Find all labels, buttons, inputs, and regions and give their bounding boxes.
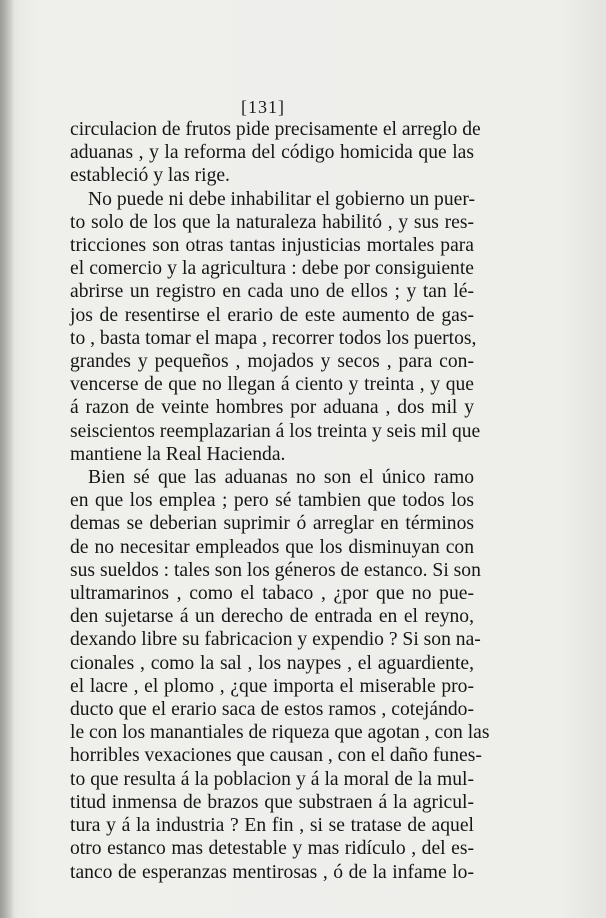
text-line: estableció y las rige.	[70, 165, 230, 187]
text-line: en que los emplea ; pero sé tambien que todos los	[70, 490, 474, 512]
text-line: sus sueldos : tales son los géneros de estanco. Si son	[70, 559, 481, 581]
text-line: dexando libre su fabricacion y expendio ? Si son na-	[70, 629, 481, 651]
text-line: to que resulta á la poblacion y á la moral de la mul-	[70, 768, 474, 790]
text-line: cionales , como la sal , los naypes , el aguardiente,	[70, 652, 474, 674]
text-line: tricciones son otras tantas injusticias mortales para	[70, 235, 474, 257]
text-line: to , basta tomar el mapa , recorrer todos los puertos,	[70, 327, 477, 349]
text-line: Bien sé que las aduanas no son el único ramo	[88, 467, 474, 489]
text-line: vencerse de que no llegan á ciento y treinta , y que	[70, 374, 474, 396]
text-line: grandes y pequeños , mojados y secos , para con-	[70, 351, 474, 373]
binding-shadow	[0, 0, 14, 918]
body-text	[70, 118, 490, 884]
text-line: abrirse un registro en cada uno de ellos ; y tan lé-	[70, 281, 474, 303]
text-line: el lacre , el plomo , ¿que importa el miserable pro-	[70, 675, 474, 697]
text-line: aduanas , y la reforma del código homicida que las	[70, 142, 474, 164]
text-line: tanco de esperanzas mentirosas , ó de la infame lo-	[70, 861, 474, 883]
text-line: to solo de los que la naturaleza habilitó , y sus res-	[70, 211, 474, 233]
text-line: otro estanco mas detestable y mas ridículo , del es-	[70, 838, 474, 860]
text-line: demas se deberian suprimir ó arreglar en términos	[70, 513, 474, 535]
text-line: den sujetarse á un derecho de entrada en el reyno,	[70, 606, 474, 628]
text-line: circulacion de frutos pide precisamente el arreglo de	[70, 119, 481, 140]
text-line: á razon de veinte hombres por aduana , dos mil y	[70, 397, 474, 419]
text-line: jos de resentirse el erario de este aumento de gas-	[70, 304, 474, 326]
text-line: seiscientos reemplazarian á los treinta y seis mil que	[70, 420, 481, 442]
text-line: le con los manantiales de riqueza que agotan , con las	[70, 722, 490, 744]
text-line: el comercio y la agricultura : debe por consiguiente	[70, 258, 474, 280]
text-line: de no necesitar empleados que los disminuyan con	[70, 536, 474, 558]
text-line: horribles vexaciones que causan , con el daño funes-	[70, 745, 482, 767]
text-line: mantiene la Real Hacienda.	[70, 443, 286, 465]
text-line: tura y á la industria ? En fin , si se tratase de aquel	[70, 815, 474, 837]
text-line: ducto que el erario saca de estos ramos , cotejándo-	[70, 699, 474, 721]
text-line: ultramarinos , como el tabaco , ¿por que no pue-	[70, 583, 474, 605]
text-line: titud inmensa de brazos que substraen á la agricul-	[70, 791, 474, 813]
text-line: No puede ni debe inhabilitar el gobierno un puer-	[88, 188, 476, 210]
page-number: [131]	[241, 97, 285, 117]
